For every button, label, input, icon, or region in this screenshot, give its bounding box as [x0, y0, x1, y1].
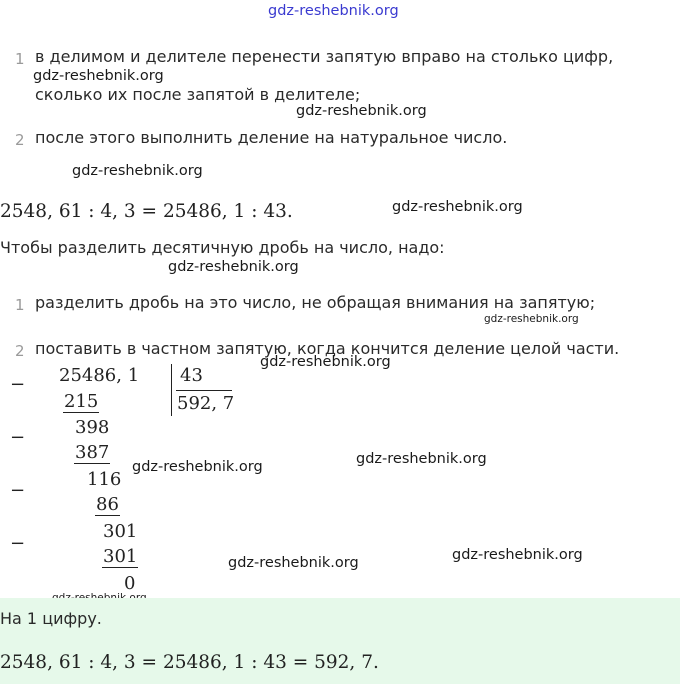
watermark: gdz-reshebnik.org [392, 199, 523, 215]
minus-sign: − [10, 480, 26, 501]
step-subtrahend: 215 [64, 391, 99, 412]
equation: 2548, 61 : 4, 3 = 25486, 1 : 43. [0, 201, 293, 222]
answer-equation: 2548, 61 : 4, 3 = 25486, 1 : 43 = 592, 7. [0, 652, 379, 673]
dividend: 25486, 1 [59, 365, 140, 386]
step-remainder: 398 [75, 417, 110, 438]
minus-sign: − [10, 533, 26, 554]
list-item-text: поставить в частном запятую, когда кончится деление целой части. [35, 339, 620, 358]
list-item-text: в делимом и делителе перенести запятую вправо на столько цифр, [35, 47, 614, 66]
list-item-text: после этого выполнить деление на натуральное число. [35, 128, 508, 147]
list-item-text: разделить дробь на это число, не обращая внимания на запятую; [35, 293, 596, 312]
watermark: gdz-reshebnik.org [452, 547, 583, 563]
list-number: 1 [15, 50, 25, 68]
step-remainder: 301 [103, 521, 138, 542]
watermark: gdz-reshebnik.org [33, 68, 164, 84]
watermark: gdz-reshebnik.org [132, 459, 263, 475]
list-item-text: сколько их после запятой в делителе; [35, 85, 361, 104]
watermark: gdz-reshebnik.org [228, 555, 359, 571]
list-number: 1 [15, 296, 25, 314]
step-remainder: 116 [87, 469, 122, 490]
watermark: gdz-reshebnik.org [168, 259, 299, 275]
divisor: 43 [180, 365, 203, 386]
watermark: gdz-reshebnik.org [296, 103, 427, 119]
answer-box [0, 598, 680, 684]
step-subtrahend: 86 [96, 494, 119, 515]
watermark: gdz-reshebnik.org [260, 354, 391, 370]
list-number: 2 [15, 342, 25, 360]
watermark-top: gdz-reshebnik.org [268, 3, 399, 19]
watermark: gdz-reshebnik.org [356, 451, 487, 467]
rule-intro: Чтобы разделить десятичную дробь на число, надо: [0, 238, 445, 257]
quotient: 592, 7 [177, 393, 235, 414]
step-subtrahend: 387 [75, 442, 110, 463]
step-remainder: 0 [124, 573, 136, 594]
divisor-underline [176, 390, 232, 391]
list-number: 2 [15, 131, 25, 149]
minus-sign: − [10, 374, 26, 395]
answer-text: На 1 цифру. [0, 609, 102, 628]
minus-sign: − [10, 427, 26, 448]
division-bar [171, 364, 172, 416]
watermark: gdz-reshebnik.org [72, 163, 203, 179]
step-subtrahend: 301 [103, 546, 138, 567]
watermark: gdz-reshebnik.org [484, 313, 579, 325]
